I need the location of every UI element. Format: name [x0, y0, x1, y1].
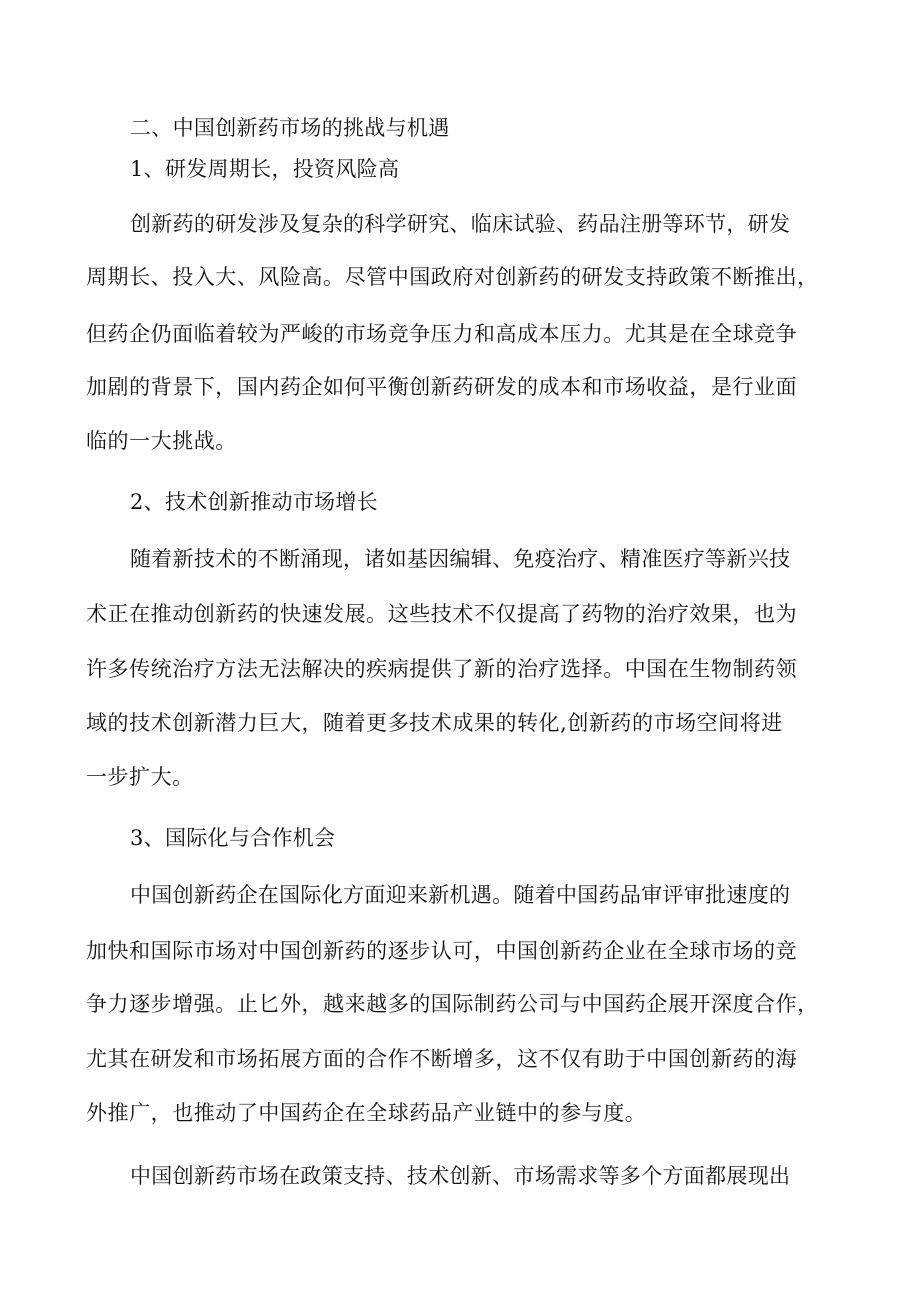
paragraph-3-line-1: 中国创新药企在国际化方面迎来新机遇。随着中国药品审评审批速度的 [130, 883, 791, 907]
subsection-2-heading: 2、技术创新推动市场增长 [130, 490, 378, 514]
paragraph-1-line-4: 加剧的背景下，国内药企如何平衡创新药研发的成本和市场收益，是行业面 [86, 375, 798, 399]
paragraph-3-line-3: 争力逐步增强。止匕外，越来越多的国际制药公司与中国药企展开深度合作， [86, 992, 819, 1016]
paragraph-2-line-2: 术正在推动创新药的快速发展。这些技术不仅提高了药物的治疗效果，也为 [86, 602, 798, 626]
subsection-3-heading: 3、国际化与合作机会 [130, 826, 336, 850]
paragraph-3-line-5: 外推广，也推动了中国药企在全球药品产业链中的参与度。 [86, 1101, 647, 1125]
closing-paragraph-line-1: 中国创新药市场在政策支持、技术创新、市场需求等多个方面都展现出 [130, 1164, 791, 1188]
paragraph-3-line-4: 尤其在研发和市场拓展方面的合作不断增多，这不仅有助于中国创新药的海 [86, 1047, 798, 1071]
paragraph-1-line-2: 周期长、投入大、风险高。尽管中国政府对创新药的研发支持政策不断推出， [86, 265, 819, 289]
subsection-1-heading: 1、研发周期长，投资风险高 [130, 157, 400, 181]
section-title: 二、中国创新药市场的挑战与机遇 [130, 116, 450, 140]
paragraph-2-line-1: 随着新技术的不断涌现，诸如基因编辑、免疫治疗、精准医疗等新兴技 [130, 547, 791, 571]
paragraph-3-line-2: 加快和国际市场对中国创新药的逐步认可，中国创新药企业在全球市场的竞 [86, 939, 798, 963]
paragraph-2-line-5: 一步扩大。 [86, 765, 194, 789]
paragraph-1-line-1: 创新药的研发涉及复杂的科学研究、临床试验、药品注册等环节，研发 [130, 212, 791, 236]
paragraph-2-line-3: 许多传统治疗方法无法解决的疾病提供了新的治疗选择。中国在生物制药领 [86, 657, 798, 681]
paragraph-1-line-3: 但药企仍面临着较为严峻的市场竞争压力和高成本压力。尤其是在全球竞争 [86, 322, 798, 346]
paragraph-2-line-4: 域的技术创新潜力巨大，随着更多技术成果的转化,创新药的市场空间将进 [86, 711, 783, 735]
paragraph-1-line-5: 临的一大挑战。 [86, 429, 237, 453]
